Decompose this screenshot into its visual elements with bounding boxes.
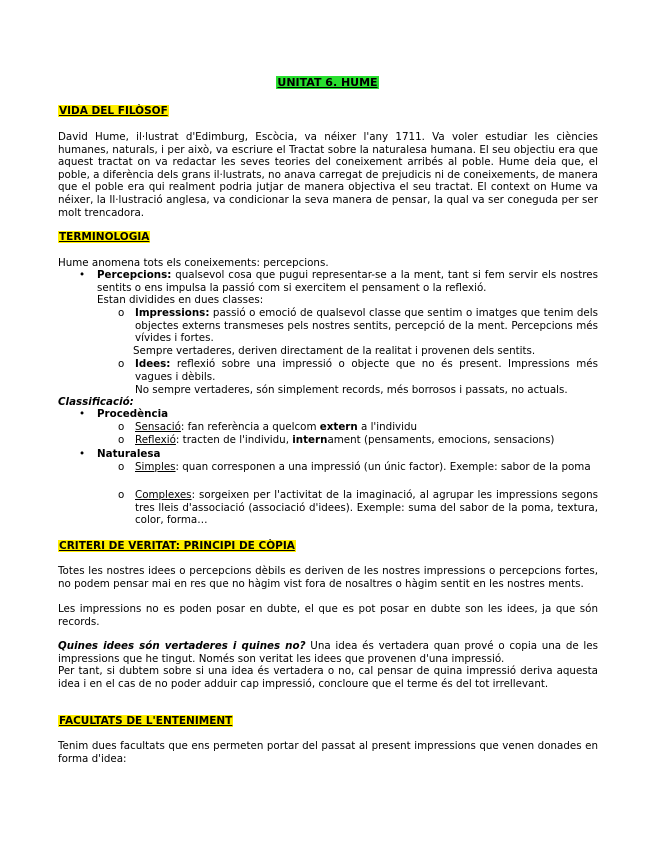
bullet-disc: • bbox=[79, 269, 86, 281]
bullet-disc: • bbox=[79, 408, 86, 420]
paragraph-vida: David Hume, il·lustrat d'Edimburg, Escòcia, va néixer l'any 1711. Va voler estudiar les ciències humanes, naturals, i per això, va escriure el Tractat sobre la naturalesa humana. El seu objectiu era que aquest tractat on va redactar les seves teories del coneixement arribés al poble. Hume deia que, el poble, a diferència dels grans il·lustrats, no anava carregat de prejudicis ni de coneixements, de manera que el poble era qui realment podria jutjar de manera objectiva el seu tractat. El context on Hume va néixer, la Il·lustració anglesa, va condicionar la seva manera de pensar, la qual va ser coneguda per ser molt trencadora. bbox=[58, 131, 598, 219]
bullet-circle: o bbox=[118, 489, 125, 501]
item-sensacio: Sensació: fan referència a quelcom extern a l'individu bbox=[135, 421, 418, 433]
page-title: UNITAT 6. HUME bbox=[277, 76, 378, 89]
paragraph-criteri-3: Per tant, si dubtem sobre si una idea és vertadera o no, cal pensar de quina impressió deriva aquesta idea i en el cas de no poder adduir cap impressió, concloure que el terme és del tot irrellevant. bbox=[58, 665, 598, 690]
bullet-circle: o bbox=[118, 461, 125, 473]
bullet-disc: • bbox=[79, 448, 86, 460]
text-idees-extra: No sempre vertaderes, són simplement records, més borrosos i passats, no actuals. bbox=[135, 384, 568, 396]
heading-terminologia: TERMINOLOGIA bbox=[59, 231, 150, 243]
paragraph-criteri-question: Quines idees són vertaderes i quines no? Una idea és vertadera quan prové o copia una de les impressions que he tingut. Només son veritat les idees que provenen d'una impressió. bbox=[58, 640, 598, 665]
text-impressions-extra: Sempre vertaderes, deriven directament de la realitat i provenen dels sentits. bbox=[133, 345, 536, 357]
bullet-circle: o bbox=[118, 421, 125, 433]
item-percepcions: Percepcions: qualsevol cosa que pugui representar-se a la ment, tant si fem servir els nostres sentits o ens impulsa la passió com si exercitem el pensament o la reflexió. bbox=[97, 269, 598, 294]
bullet-circle: o bbox=[118, 358, 125, 370]
item-naturalesa: Naturalesa bbox=[97, 448, 161, 460]
paragraph-facultats: Tenim dues facultats que ens permeten portar del passat al present impressions que venen donades en forma d'idea: bbox=[58, 740, 598, 765]
item-procedencia: Procedència bbox=[97, 408, 169, 420]
text-dividides: Estan dividides en dues classes: bbox=[97, 294, 264, 306]
item-impressions: Impressions: passió o emoció de qualsevol classe que sentim o imatges que tenim dels objectes externs transmeses pels nostres sentits, percepció de la ment. Percepcions més vívides i fortes. bbox=[135, 307, 598, 345]
bullet-circle: o bbox=[118, 434, 125, 446]
item-simples: Simples: quan corresponen a una impressió (un únic factor). Exemple: sabor de la poma bbox=[135, 461, 591, 473]
item-reflexio: Reflexió: tracten de l'individu, internament (pensaments, emocions, sensacions) bbox=[135, 434, 555, 446]
bullet-circle: o bbox=[118, 307, 125, 319]
paragraph-criteri-1: Totes les nostres idees o percepcions dèbils es deriven de les nostres impressions o percepcions fortes, no podem pensar mai en res que no hàgim vist fora de nosaltres o hàgim sentit en les nostres ments. bbox=[58, 565, 598, 590]
heading-facultats: FACULTATS DE L'ENTENIMENT bbox=[59, 715, 233, 727]
terminologia-intro: Hume anomena tots els coneixements: percepcions. bbox=[58, 257, 329, 269]
paragraph-criteri-2: Les impressions no es poden posar en dubte, el que es pot posar en dubte son les idees, ja que són records. bbox=[58, 603, 598, 628]
item-idees: Idees: reflexió sobre una impressió o objecte que no és present. Impressions més vagues i dèbils. bbox=[135, 358, 598, 383]
item-complexes: Complexes: sorgeixen per l'activitat de la imaginació, al agrupar les impressions segons tres lleis d'associació (associació d'idees). Exemple: suma del sabor de la poma, textura, color, forma… bbox=[135, 489, 598, 527]
heading-criteri: CRITERI DE VERITAT: PRINCIPI DE CÒPIA bbox=[59, 540, 295, 552]
label-classificacio: Classificació: bbox=[58, 396, 134, 408]
heading-vida: VIDA DEL FILÒSOF bbox=[59, 105, 168, 117]
